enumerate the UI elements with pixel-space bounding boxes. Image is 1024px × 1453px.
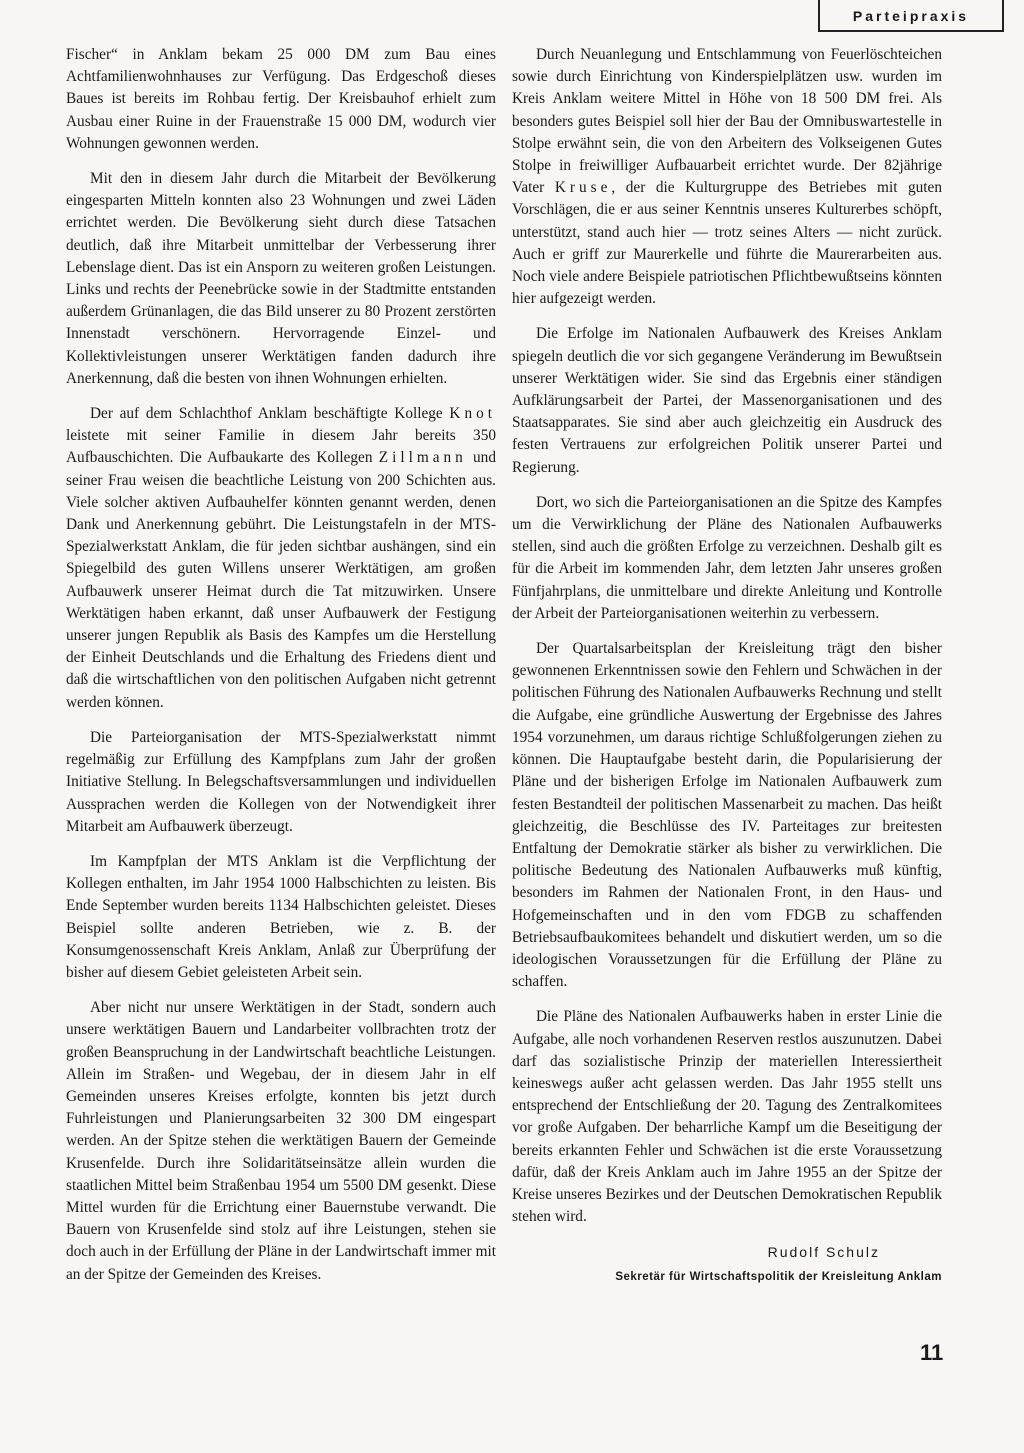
text-run: Durch Neuanlegung und Entschlammung von Feuerlöschteichen sowie durch Einrichtung von Kinderspielplätzen usw. wurden im Kreis Anklam weitere Mittel in Höhe von 18 500 DM frei. Als besonders gutes Beispiel soll hier der Bau der Omnibuswartestelle in Stolpe erwähnt sein, die von den Arbeitern des Volkseigenen Gutes Stolpe in freiwilliger Aufbauarbeit errichtet wurde. Der 82jährige Vater bbox=[512, 46, 942, 197]
paragraph: Dort, wo sich die Parteiorganisationen an die Spitze des Kampfes um die Verwirklichung der Pläne des Nationalen Aufbauwerks stellen, sind auch die größten Erfolge zu verzeichnen. Deshalb gilt es für die Arbeit im kommenden Jahr, dem letzten Jahr unseres großen Fünfjahrplans, die unmittelbare und direkte Anleitung und Kontrolle der Arbeit der Parteiorganisationen weiterhin zu verbessern. bbox=[512, 493, 942, 622]
person-name: Kruse bbox=[554, 179, 612, 197]
author-title: Sekretär für Wirtschaftspolitik der Kreisleitung Anklam bbox=[615, 1270, 942, 1283]
paragraph: Mit den in diesem Jahr durch die Mitarbeit der Bevölkerung eingesparten Mitteln konnten also 23 Wohnungen und zwei Läden errichtet werden. Die Bevölkerung sieht durch diese Tatsachen deutlich, daß ihre Mitarbeit unmittelbar der Verbesserung ihrer Lebenslage dient. Das ist ein Ansporn zu weiteren großen Leistungen. Links und rechts der Peenebrücke sowie in der Stadtmitte entstanden außerdem Grünanlagen, die das Bild unserer zu 80 Prozent zerstörten Innenstadt verschönern. Hervorragende Einzel- und Kollektivleistungen unserer Werktätigen fanden dadurch ihre Anerkennung, daß die besten von ihnen Wohnungen erhielten. bbox=[66, 170, 496, 387]
paragraph: Die Parteiorganisation der MTS-Spezialwerkstatt nimmt regelmäßig zur Erfüllung des Kampfplans zum Jahr der großen Initiative Stellung. In Belegschaftsversammlungen und individuellen Aussprachen werden die Kollegen von der Notwendigkeit ihrer Mitarbeit am Aufbauwerk überzeugt. bbox=[66, 728, 496, 835]
paragraph bbox=[66, 403, 496, 714]
paragraph: Fischer“ in Anklam bekam 25 000 DM zum Bau eines Achtfamilienwohnhauses zur Verfügung. Das Erdgeschoß dieses Baues ist bereits im Rohbau fertig. Der Kreisbauhof erhielt zum Ausbau einer Ruine in der Frauenstraße 15 000 DM, wodurch vier Wohnungen gewonnen werden. bbox=[66, 46, 496, 152]
section-title: Parteipraxis bbox=[852, 8, 970, 24]
person-name: Zillmann bbox=[378, 449, 467, 467]
text-run: und seiner Frau weisen die beachtliche Leistung von 200 Schichten aus. Viele solcher aktiven Aufbauhelfer könnten genannt werden, denen Dank und Anerkennung gebührt. Die Leistungstafeln in der MTS-Spezialwerkstatt Anklam, die für jeden sichtbar aushängen, sind ein Spiegelbild des guten Willens unserer Werktätigen, am großen Aufbauwerk unserer Heimat durch die Tat mitzuwirken. Unsere Werktätigen haben erkannt, daß unser Aufbauwerk der Festigung unserer jungen Republik als Basis des Kampfes um die Herstellung der Einheit Deutschlands und die Erhaltung des Friedens dient und daß die wirtschaftlichen von den politischen Aufgaben nicht getrennt werden können. bbox=[66, 449, 496, 711]
paragraph: Aber nicht nur unsere Werktätigen in der Stadt, sondern auch unsere werktätigen Bauern und Landarbeiter vollbrachten trotz der großen Beanspruchung in der Landwirtschaft beachtliche Leistungen. Allein im Straßen- und Wegebau, der in diesem Jahr in elf Gemeinden unseres Kreises erfolgte, konnten bis jetzt durch Fuhrleistungen und Planierungsarbeiten 32 300 DM eingespart werden. An der Spitze stehen die werktätigen Bauern der Gemeinde Krusenfelde. Durch ihre Solidaritätseinsätze allein wurden die staatlichen Mittel beim Straßenbau 1954 um 5500 DM gesenkt. Diese Mittel wurden für die Errichtung einer Bauernstube verwandt. Die Bauern von Krusenfelde sind stolz auf ihre Leistungen, stehen sie doch auch in der Erfüllung der Pläne in der Landwirtschaft immer mit an der Spitze der Gemeinden des Kreises. bbox=[66, 999, 496, 1283]
section-header bbox=[818, 0, 1004, 32]
page-number: 11 bbox=[920, 1340, 944, 1365]
author-name: Rudolf Schulz bbox=[767, 1244, 880, 1261]
paragraph: Die Erfolge im Nationalen Aufbauwerk des Kreises Anklam spiegeln deutlich die vor sich gegangene Veränderung im Bewußtsein unserer Werktätigen wider. Sie sind das Ergebnis einer ständigen Aufklärungsarbeit der Partei, der Massenorganisationen und des Staatsapparates. Sie sind aber auch gleichzeitig ein Ausdruck des festen Vertrauens zur erfolgreichen Politik unserer Partei und Regierung. bbox=[512, 325, 942, 476]
paragraph bbox=[512, 44, 942, 310]
person-name: Knot bbox=[449, 405, 496, 423]
paragraph: Der Quartalsarbeitsplan der Kreisleitung trägt den bisher gewonnenen Erkenntnissen sowie den Fehlern und Schwächen in der politischen Führung des Nationalen Aufbauwerks Rechnung und stellt die Aufgabe, eine gründliche Auswertung der Ergebnisse des Jahres 1954 vorzunehmen, um daraus richtige Schlußfolgerungen ziehen zu können. Die Hauptaufgabe besteht darin, die Popularisierung der Pläne und der bisherigen Erfolge im Nationalen Aufbauwerk zum festen Bestandteil der politischen Massenarbeit zu machen. Das heißt gleichzeitig, die Beschlüsse des IV. Parteitages zur breitesten Entfaltung der Demokratie stärker als bisher zu verwirklichen. Die politische Bedeutung des Nationalen Aufbauwerks muß künftig, besonders im Rahmen der Nationalen Front, in den Haus- und Hofgemeinschaften und in den vom FDGB zu schaffenden Betriebsaufbaukomitees behandelt und diskutiert werden, um so die ideologischen Voraussetzungen für die Erfüllung der Pläne zu schaffen. bbox=[512, 640, 942, 991]
left-column bbox=[66, 44, 496, 1299]
paragraph: Die Pläne des Nationalen Aufbauwerks haben in erster Linie die Aufgabe, alle noch vorhandenen Reserven restlos auszunutzen. Dabei darf das sozialistische Prinzip der materiellen Interessiertheit keineswegs außer acht gelassen werden. Das Jahr 1955 stellt uns entsprechend der Entschließung der 20. Tagung des Zentralkomitees vor große Aufgaben. Der beharrliche Kampf um die Beseitigung der bereits erkannten Fehler und Schwächen ist die erste Voraussetzung dafür, daß der Kreis Anklam auch im Jahre 1955 an der Spitze der Kreise unseres Bezirkes und der Deutschen Demokratischen Republik stehen wird. bbox=[512, 1008, 942, 1226]
text-run: , der die Kulturgruppe des Betriebes mit guten Vorschlägen, die er aus seiner Kenntnis unseres Kulturerbes schöpft, unterstützt, stand auch hier — trotz seines Alters — nicht zurück. Auch er griff zur Maurerkelle und führte die Maurerarbeiten aus. Noch viele andere Beispiele patriotischen Pflichtbewußtseins könnten hier aufgezeigt werden. bbox=[512, 179, 942, 308]
right-column bbox=[512, 44, 942, 1288]
text-run: Der auf dem Schlachthof Anklam beschäftigte Kollege bbox=[90, 405, 450, 423]
text-run: leistete mit seiner Familie in diesem Jahr bereits 350 Aufbauschichten. Die Aufbaukarte des Kollegen bbox=[66, 427, 496, 467]
paragraph: Im Kampfplan der MTS Anklam ist die Verpflichtung der Kollegen enthalten, im Jahr 1954 1000 Halbschichten zu leisten. Bis Ende September wurden bereits 1134 Halbschichten geleistet. Dieses Beispiel sollte anderen Betrieben, wie z. B. der Konsumgenossenschaft Kreis Anklam, Anlaß zur Überprüfung der bisher auf diesem Gebiet geleisteten Arbeit sein. bbox=[66, 852, 496, 981]
signature bbox=[512, 1241, 942, 1287]
